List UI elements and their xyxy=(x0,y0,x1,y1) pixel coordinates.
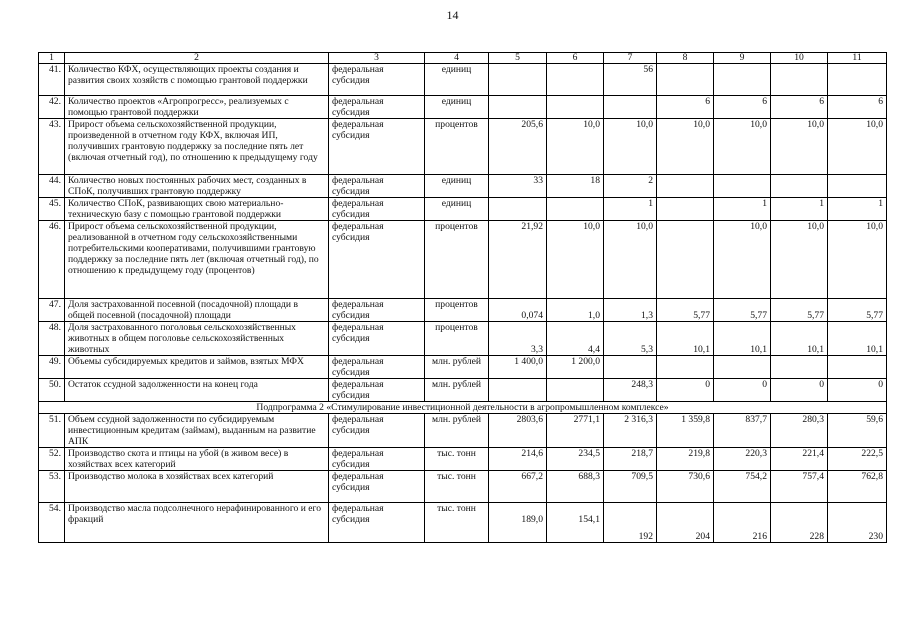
value-cell: 204 xyxy=(657,503,714,543)
value-cell: 1 xyxy=(604,198,657,221)
row-number: 43. xyxy=(39,119,65,175)
indicator-name: Остаток ссудной задолженности на конец года xyxy=(65,379,329,402)
table-row xyxy=(39,471,887,503)
value-cell: 228 xyxy=(771,503,828,543)
table-row xyxy=(39,198,887,221)
column-header: 1 xyxy=(39,53,65,64)
unit-of-measure: единиц xyxy=(425,96,489,119)
indicator-name: Количество новых постоянных рабочих мест, созданных в СПоК, получивших грантовую поддержку xyxy=(65,175,329,198)
column-header: 2 xyxy=(65,53,329,64)
value-cell: 5,77 xyxy=(714,299,771,322)
value-cell xyxy=(604,356,657,379)
value-cell: 0 xyxy=(771,379,828,402)
value-cell: 0,074 xyxy=(489,299,547,322)
unit-of-measure: процентов xyxy=(425,119,489,175)
row-number: 49. xyxy=(39,356,65,379)
funding-source: федеральная субсидия xyxy=(329,221,425,299)
unit-of-measure: млн. рублей xyxy=(425,356,489,379)
value-cell: 1 xyxy=(714,198,771,221)
funding-source: федеральная субсидия xyxy=(329,356,425,379)
value-cell: 248,3 xyxy=(604,379,657,402)
value-cell xyxy=(828,356,887,379)
value-cell: 205,6 xyxy=(489,119,547,175)
value-cell: 280,3 xyxy=(771,414,828,448)
value-cell: 3,3 xyxy=(489,322,547,356)
unit-of-measure: единиц xyxy=(425,198,489,221)
value-cell: 754,2 xyxy=(714,471,771,503)
table-row xyxy=(39,414,887,448)
row-number: 52. xyxy=(39,448,65,471)
table-row xyxy=(39,379,887,402)
table-row xyxy=(39,221,887,299)
value-cell xyxy=(489,198,547,221)
indicators-table xyxy=(38,52,887,543)
table-row xyxy=(39,64,887,96)
value-cell: 0 xyxy=(714,379,771,402)
value-cell: 10,0 xyxy=(604,221,657,299)
value-cell xyxy=(828,175,887,198)
indicator-name: Доля застрахованной посевной (посадочной) площади в общей посевной (посадочной) площади xyxy=(65,299,329,322)
column-header: 4 xyxy=(425,53,489,64)
subprogram-title: Подпрограмма 2 «Стимулирование инвестиционной деятельности в агропромышленном комплексе» xyxy=(39,402,887,414)
value-cell: 21,92 xyxy=(489,221,547,299)
value-cell: 5,3 xyxy=(604,322,657,356)
value-cell: 709,5 xyxy=(604,471,657,503)
value-cell xyxy=(547,96,604,119)
value-cell: 837,7 xyxy=(714,414,771,448)
value-cell: 4,4 xyxy=(547,322,604,356)
value-cell: 757,4 xyxy=(771,471,828,503)
value-cell: 10,0 xyxy=(714,221,771,299)
value-cell: 6 xyxy=(828,96,887,119)
row-number: 50. xyxy=(39,379,65,402)
value-cell xyxy=(657,221,714,299)
value-cell: 5,77 xyxy=(657,299,714,322)
page-number: 14 xyxy=(446,8,459,22)
value-cell xyxy=(604,96,657,119)
value-cell: 10,0 xyxy=(604,119,657,175)
value-cell: 2771,1 xyxy=(547,414,604,448)
value-cell: 10,0 xyxy=(828,221,887,299)
value-cell: 5,77 xyxy=(771,299,828,322)
value-cell: 222,5 xyxy=(828,448,887,471)
value-cell: 10,0 xyxy=(828,119,887,175)
value-cell: 1 400,0 xyxy=(489,356,547,379)
value-cell: 10,1 xyxy=(714,322,771,356)
value-cell: 220,3 xyxy=(714,448,771,471)
value-cell: 0 xyxy=(828,379,887,402)
unit-of-measure: тыс. тонн xyxy=(425,471,489,503)
value-cell xyxy=(714,175,771,198)
value-cell xyxy=(828,64,887,96)
column-header: 8 xyxy=(657,53,714,64)
value-cell: 1,3 xyxy=(604,299,657,322)
table-row xyxy=(39,503,887,543)
value-cell xyxy=(771,64,828,96)
indicator-name: Производство молока в хозяйствах всех категорий xyxy=(65,471,329,503)
funding-source: федеральная субсидия xyxy=(329,299,425,322)
funding-source: федеральная субсидия xyxy=(329,198,425,221)
indicator-name: Производство масла подсолнечного нерафинированного и его фракций xyxy=(65,503,329,543)
value-cell: 2803,6 xyxy=(489,414,547,448)
value-cell: 1 xyxy=(828,198,887,221)
value-cell: 10,0 xyxy=(657,119,714,175)
row-number: 45. xyxy=(39,198,65,221)
value-cell xyxy=(547,198,604,221)
unit-of-measure: процентов xyxy=(425,299,489,322)
unit-of-measure: процентов xyxy=(425,221,489,299)
table-row xyxy=(39,322,887,356)
value-cell xyxy=(547,64,604,96)
unit-of-measure: тыс. тонн xyxy=(425,503,489,543)
value-cell: 1 359,8 xyxy=(657,414,714,448)
row-number: 54. xyxy=(39,503,65,543)
value-cell: 192 xyxy=(604,503,657,543)
value-cell: 154,1 xyxy=(547,503,604,543)
column-header: 11 xyxy=(828,53,887,64)
row-number: 41. xyxy=(39,64,65,96)
value-cell: 214,6 xyxy=(489,448,547,471)
row-number: 44. xyxy=(39,175,65,198)
value-cell: 10,1 xyxy=(828,322,887,356)
value-cell xyxy=(489,96,547,119)
indicator-name: Производство скота и птицы на убой (в живом весе) в хозяйствах всех категорий xyxy=(65,448,329,471)
value-cell: 219,8 xyxy=(657,448,714,471)
table-row xyxy=(39,96,887,119)
funding-source: федеральная субсидия xyxy=(329,119,425,175)
indicator-name: Объем ссудной задолженности по субсидируемым инвестиционным кредитам (займам), выданным на развитие АПК xyxy=(65,414,329,448)
unit-of-measure: млн. рублей xyxy=(425,379,489,402)
value-cell xyxy=(714,64,771,96)
value-cell: 5,77 xyxy=(828,299,887,322)
indicator-name: Количество КФХ, осуществляющих проекты создания и развития своих хозяйств с помощью грантовой поддержки xyxy=(65,64,329,96)
value-cell xyxy=(657,64,714,96)
value-cell xyxy=(547,379,604,402)
value-cell xyxy=(771,175,828,198)
value-cell: 216 xyxy=(714,503,771,543)
indicator-name: Объемы субсидируемых кредитов и займов, взятых МФХ xyxy=(65,356,329,379)
column-header: 5 xyxy=(489,53,547,64)
funding-source: федеральная субсидия xyxy=(329,175,425,198)
value-cell: 1,0 xyxy=(547,299,604,322)
value-cell: 688,3 xyxy=(547,471,604,503)
value-cell: 2 xyxy=(604,175,657,198)
value-cell: 10,1 xyxy=(771,322,828,356)
value-cell xyxy=(657,356,714,379)
unit-of-measure: единиц xyxy=(425,175,489,198)
table-row xyxy=(39,299,887,322)
funding-source: федеральная субсидия xyxy=(329,414,425,448)
value-cell: 6 xyxy=(657,96,714,119)
unit-of-measure: тыс. тонн xyxy=(425,448,489,471)
column-header: 3 xyxy=(329,53,425,64)
value-cell: 6 xyxy=(771,96,828,119)
funding-source: федеральная субсидия xyxy=(329,503,425,543)
column-header: 7 xyxy=(604,53,657,64)
value-cell xyxy=(489,64,547,96)
value-cell: 10,0 xyxy=(714,119,771,175)
unit-of-measure: единиц xyxy=(425,64,489,96)
row-number: 53. xyxy=(39,471,65,503)
table-row xyxy=(39,448,887,471)
value-cell xyxy=(657,175,714,198)
funding-source: федеральная субсидия xyxy=(329,471,425,503)
value-cell: 1 xyxy=(771,198,828,221)
unit-of-measure: млн. рублей xyxy=(425,414,489,448)
value-cell: 218,7 xyxy=(604,448,657,471)
subprogram-row xyxy=(39,402,887,414)
value-cell xyxy=(657,198,714,221)
table-row xyxy=(39,356,887,379)
value-cell xyxy=(489,379,547,402)
indicator-name: Количество проектов «Агропрогресс», реализуемых с помощью грантовой поддержки xyxy=(65,96,329,119)
value-cell: 10,0 xyxy=(771,221,828,299)
value-cell: 18 xyxy=(547,175,604,198)
indicator-name: Прирост объема сельскохозяйственной продукции, реализованной в отчетном году сельскохозяйственными потребительскими кооперативами, получившими грантовую поддержку за последние пять лет (включая отчетный год), по отношению к предыдущему году (процентов) xyxy=(65,221,329,299)
indicator-name: Количество СПоК, развивающих свою материально-техническую базу с помощью грантовой поддержки xyxy=(65,198,329,221)
value-cell: 221,4 xyxy=(771,448,828,471)
funding-source: федеральная субсидия xyxy=(329,64,425,96)
value-cell: 1 200,0 xyxy=(547,356,604,379)
value-cell: 730,6 xyxy=(657,471,714,503)
value-cell xyxy=(771,356,828,379)
value-cell xyxy=(714,356,771,379)
value-cell: 10,0 xyxy=(547,119,604,175)
value-cell: 10,0 xyxy=(771,119,828,175)
header-row xyxy=(39,53,887,64)
value-cell: 234,5 xyxy=(547,448,604,471)
value-cell: 0 xyxy=(657,379,714,402)
funding-source: федеральная субсидия xyxy=(329,379,425,402)
column-header: 9 xyxy=(714,53,771,64)
value-cell: 33 xyxy=(489,175,547,198)
row-number: 42. xyxy=(39,96,65,119)
value-cell: 762,8 xyxy=(828,471,887,503)
unit-of-measure: процентов xyxy=(425,322,489,356)
table-row xyxy=(39,119,887,175)
column-header: 10 xyxy=(771,53,828,64)
value-cell: 56 xyxy=(604,64,657,96)
row-number: 47. xyxy=(39,299,65,322)
column-header: 6 xyxy=(547,53,604,64)
funding-source: федеральная субсидия xyxy=(329,96,425,119)
value-cell: 230 xyxy=(828,503,887,543)
table-row xyxy=(39,175,887,198)
row-number: 46. xyxy=(39,221,65,299)
funding-source: федеральная субсидия xyxy=(329,322,425,356)
value-cell: 59,6 xyxy=(828,414,887,448)
value-cell: 189,0 xyxy=(489,503,547,543)
indicator-name: Прирост объема сельскохозяйственной продукции, произведенной в отчетном году КФХ, включая ИП, получивших грантовую поддержку за последние пять лет (включая отчетный год), по отношению к предыдущему году xyxy=(65,119,329,175)
value-cell: 667,2 xyxy=(489,471,547,503)
indicator-name: Доля застрахованного поголовья сельскохозяйственных животных в общем поголовье сельскохозяйственных животных xyxy=(65,322,329,356)
value-cell: 6 xyxy=(714,96,771,119)
value-cell: 10,1 xyxy=(657,322,714,356)
value-cell: 2 316,3 xyxy=(604,414,657,448)
row-number: 48. xyxy=(39,322,65,356)
value-cell: 10,0 xyxy=(547,221,604,299)
row-number: 51. xyxy=(39,414,65,448)
funding-source: федеральная субсидия xyxy=(329,448,425,471)
